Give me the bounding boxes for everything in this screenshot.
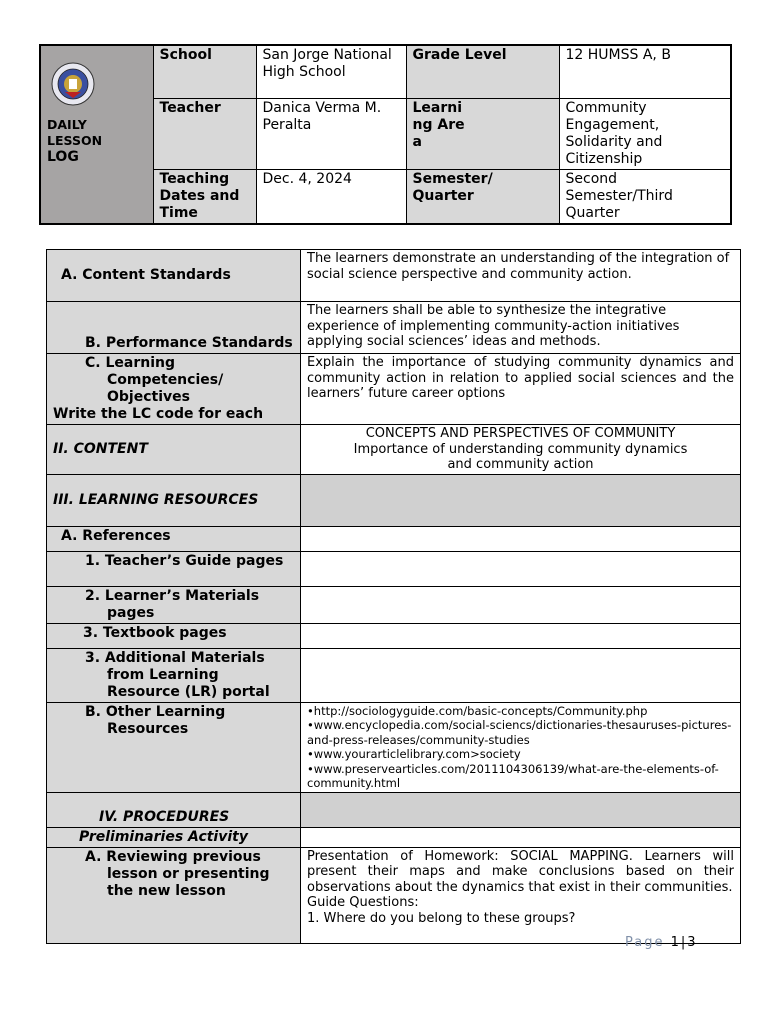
learning-area-value: Community Engagement, Solidarity and Citizenship (559, 98, 731, 169)
teaching-dates-label: Teaching Dates and Time (153, 169, 256, 224)
table-row (47, 354, 741, 425)
additional-materials-label (47, 648, 301, 702)
table-row (47, 586, 741, 623)
teachers-guide-value (301, 551, 741, 586)
references-label (47, 526, 301, 551)
content-line-2: Importance of understanding community dynamics (353, 441, 688, 457)
learners-materials-label (47, 586, 301, 623)
content-text (301, 425, 741, 475)
page-total: 3 (687, 935, 698, 950)
additional-materials-value (301, 648, 741, 702)
other-resources-label-text: B. Other Learning Resources (85, 703, 226, 737)
lesson-table (46, 249, 741, 944)
textbook-value (301, 623, 741, 648)
preliminaries-value (301, 827, 741, 847)
learners-materials-value (301, 586, 741, 623)
resource-link[interactable]: •www.encyclopedia.com/social-sciencs/dictionaries-thesauruses-pictures-and-press-releases/community-studies (307, 718, 732, 747)
guide-questions-label: Guide Questions: (307, 895, 419, 910)
page-number: 1 (670, 935, 681, 950)
resource-link[interactable]: •http://sociologyguide.com/basic-concepts/Community.php (307, 703, 648, 718)
school-value: San Jorge National High School (256, 45, 406, 98)
learners-materials-label-text: 2. Learner’s Materials pages (85, 587, 260, 621)
table-row (47, 792, 741, 827)
teacher-value: Danica Verma M. Peralta (256, 98, 406, 169)
resource-link[interactable]: •www.yourarticlelibrary.com>society (307, 747, 521, 761)
content-label: II. CONTENT (47, 425, 301, 475)
competencies-label (47, 354, 301, 425)
content-line-1: CONCEPTS AND PERSPECTIVES OF COMMUNITY (365, 426, 676, 441)
reviewing-text: Presentation of Homework: SOCIAL MAPPING. Learners will present their maps and make conclusions based on their observations about the dynamics that exist in their communities. (307, 848, 734, 895)
textbook-label (47, 623, 301, 648)
guide-question-1: 1. Where do you belong to these groups? (307, 910, 576, 926)
competencies-label-text: C. Learning Competencies/ Objectives (85, 355, 224, 405)
reviewing-label (47, 847, 301, 943)
page-separator: | (680, 935, 688, 950)
table-row (47, 827, 741, 847)
table-row (47, 847, 741, 943)
additional-materials-label-text: 3. Additional Materials from Learning Resource (LR) portal (85, 649, 270, 700)
learning-area-label (406, 98, 559, 169)
procedures-label: IV. PROCEDURES (47, 792, 301, 827)
header-table (39, 44, 732, 225)
dll-title-line-1: DAILY (47, 117, 87, 132)
table-row (47, 702, 741, 792)
other-resources-label (47, 702, 301, 792)
table-row (47, 623, 741, 648)
table-row (47, 250, 741, 302)
learning-resources-value (301, 474, 741, 526)
reviewing-cell (301, 847, 741, 943)
page-footer (625, 935, 698, 950)
references-label-text: A. References (61, 527, 171, 544)
teachers-guide-label (47, 551, 301, 586)
page-word: Page (625, 935, 665, 950)
teacher-label: Teacher (153, 98, 256, 169)
teachers-guide-label-text: 1. Teacher’s Guide pages (85, 552, 284, 569)
content-standards-text: The learners demonstrate an understanding of the integration of social science perspective and community action. (301, 250, 741, 302)
table-row (47, 474, 741, 526)
learning-area-label-text: Learning Area (412, 99, 465, 150)
textbook-label-text: 3. Textbook pages (83, 624, 227, 641)
semester-quarter-value: Second Semester/Third Quarter (559, 169, 731, 224)
table-row (47, 551, 741, 586)
other-resources-list (301, 702, 741, 792)
references-value (301, 526, 741, 551)
content-standards-label-text: A. Content Standards (61, 267, 231, 283)
dll-title (47, 117, 147, 165)
deped-seal-icon (51, 62, 95, 106)
table-row (47, 526, 741, 551)
content-standards-label (47, 250, 301, 302)
competencies-sublabel: Write the LC code for each (53, 406, 264, 422)
content-line-3: and community action (447, 457, 594, 472)
dll-title-line-3: LOG (47, 149, 79, 165)
table-row (47, 302, 741, 354)
table-row (47, 425, 741, 475)
dll-title-line-2: LESSON (47, 133, 103, 148)
grade-level-label: Grade Level (406, 45, 559, 98)
teaching-dates-value: Dec. 4, 2024 (256, 169, 406, 224)
performance-standards-label (47, 302, 301, 354)
reviewing-label-text: A. Reviewing previous lesson or presenting the new lesson (85, 848, 270, 899)
logo-cell (40, 45, 153, 224)
school-label: School (153, 45, 256, 98)
performance-standards-label-text: B. Performance Standards (85, 335, 293, 351)
procedures-value (301, 792, 741, 827)
resource-link[interactable]: •www.preservearticles.com/2011104306139/what-are-the-elements-of-community.html (307, 761, 719, 790)
learning-resources-label: III. LEARNING RESOURCES (47, 474, 301, 526)
semester-quarter-label: Semester/ Quarter (406, 169, 559, 224)
preliminaries-label: Preliminaries Activity (47, 827, 301, 847)
grade-level-value: 12 HUMSS A, B (559, 45, 731, 98)
competencies-text: Explain the importance of studying community dynamics and community action in relation to applied social sciences and the learners’ future career options (301, 354, 741, 425)
table-row (47, 648, 741, 702)
performance-standards-text: The learners shall be able to synthesize the integrative experience of implementing community-action initiatives applying social sciences’ ideas and methods. (301, 302, 741, 354)
